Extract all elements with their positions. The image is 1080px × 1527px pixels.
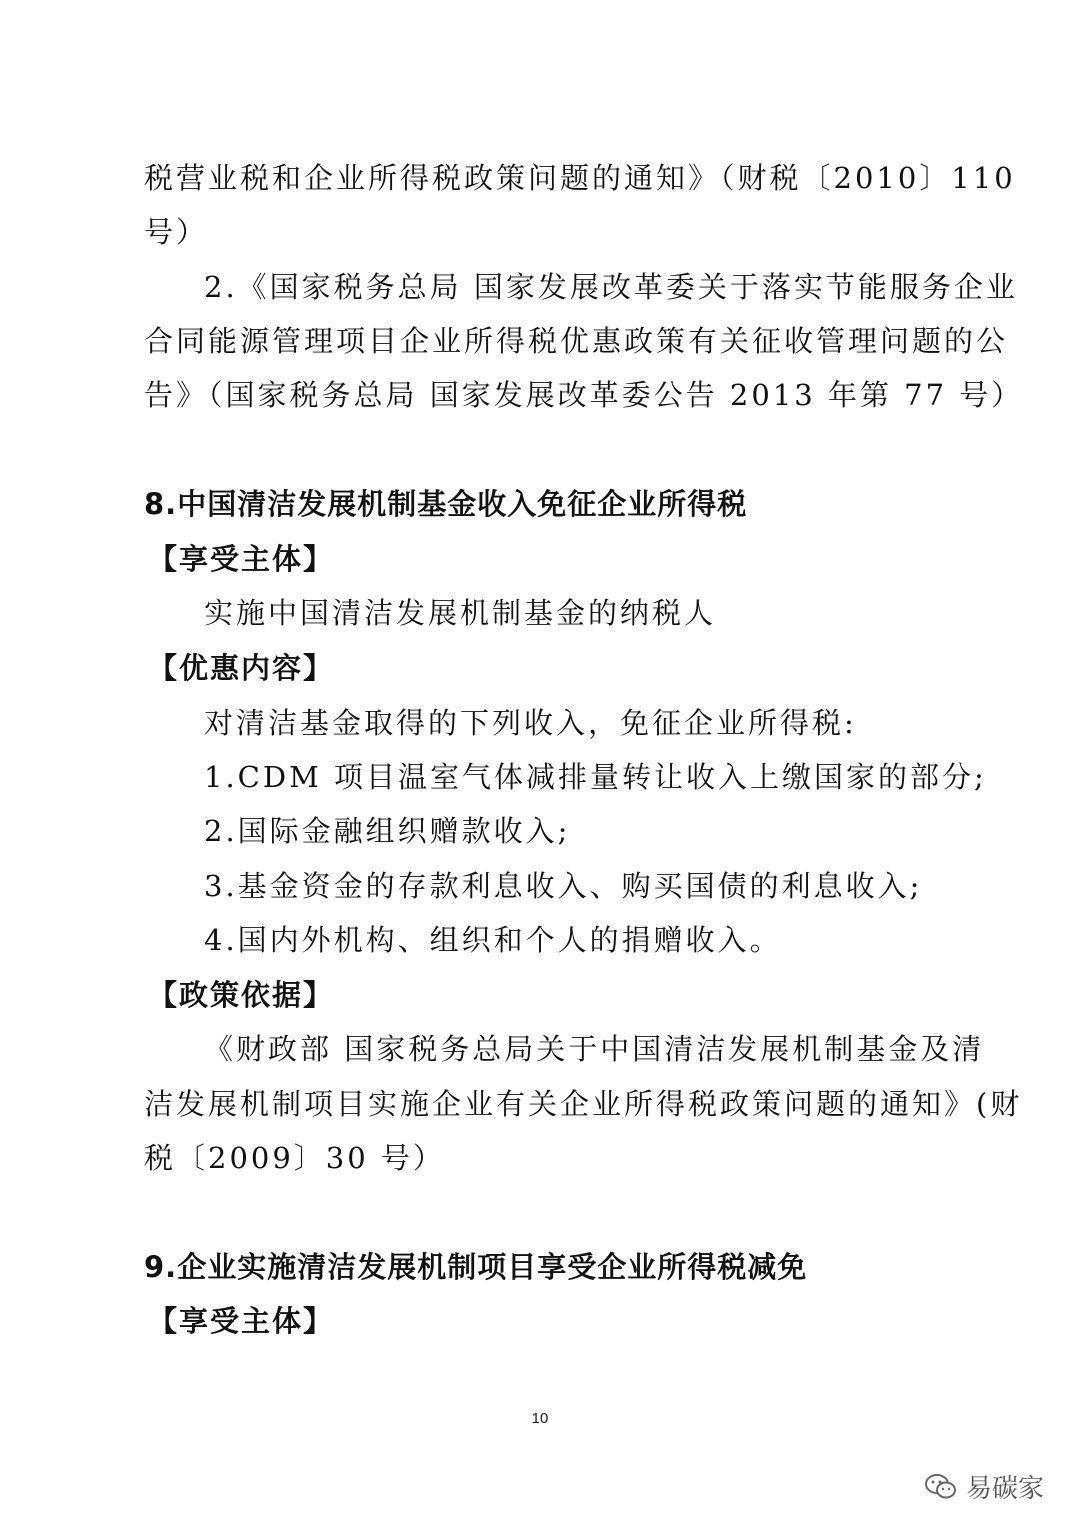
section8-content-item-1: 1.CDM 项目温室气体减排量转让收入上缴国家的部分; — [204, 760, 987, 794]
section8-content-item-2: 2.国际金融组织赠款收入; — [204, 814, 571, 848]
section8-content-intro: 对清洁基金取得的下列收入，免征企业所得税: — [204, 706, 857, 740]
section8-content-item-4: 4.国内外机构、组织和个人的捐赠收入。 — [204, 923, 782, 957]
section8-basis-line-2: 洁发展机制项目实施企业有关企业所得税政策问题的通知》(财 — [144, 1087, 1023, 1121]
section9-title: 9.企业实施清洁发展机制项目享受企业所得税减免 — [144, 1250, 808, 1284]
item2-line-1: 2.《国家税务总局 国家发展改革委关于落实节能服务企业 — [204, 270, 1018, 304]
item2-line-2: 合同能源管理项目企业所得税优惠政策有关征收管理问题的公 — [144, 324, 1009, 358]
section8-basis-line-1: 《财政部 国家税务总局关于中国清洁发展机制基金及清 — [204, 1032, 985, 1066]
watermark — [924, 1468, 1044, 1505]
watermark-text: 易碳家 — [965, 1474, 1044, 1504]
wechat-icon — [924, 1473, 958, 1501]
section8-content-item-3: 3.基金资金的存款利息收入、购买国债的利息收入; — [204, 869, 923, 903]
item2-line-3: 告》（国家税务总局 国家发展改革委公告 2013 年第 77 号） — [144, 378, 1024, 412]
section8-subject-text: 实施中国清洁发展机制基金的纳税人 — [204, 596, 717, 630]
section8-basis-label: 【政策依据】 — [148, 978, 335, 1012]
section8-basis-line-3: 税〔2009〕30 号） — [144, 1141, 445, 1175]
page-number: 10 — [531, 1410, 549, 1427]
section8-content-label: 【优惠内容】 — [148, 651, 335, 685]
section8-title: 8.中国清洁发展机制基金收入免征企业所得税 — [144, 487, 748, 521]
section8-subject-label: 【享受主体】 — [148, 542, 335, 576]
section9-subject-label: 【享受主体】 — [148, 1304, 335, 1338]
continuation-line-2: 号） — [144, 215, 209, 249]
continuation-line-1: 税营业税和企业所得税政策问题的通知》（财税〔2010〕110 — [144, 161, 1016, 195]
